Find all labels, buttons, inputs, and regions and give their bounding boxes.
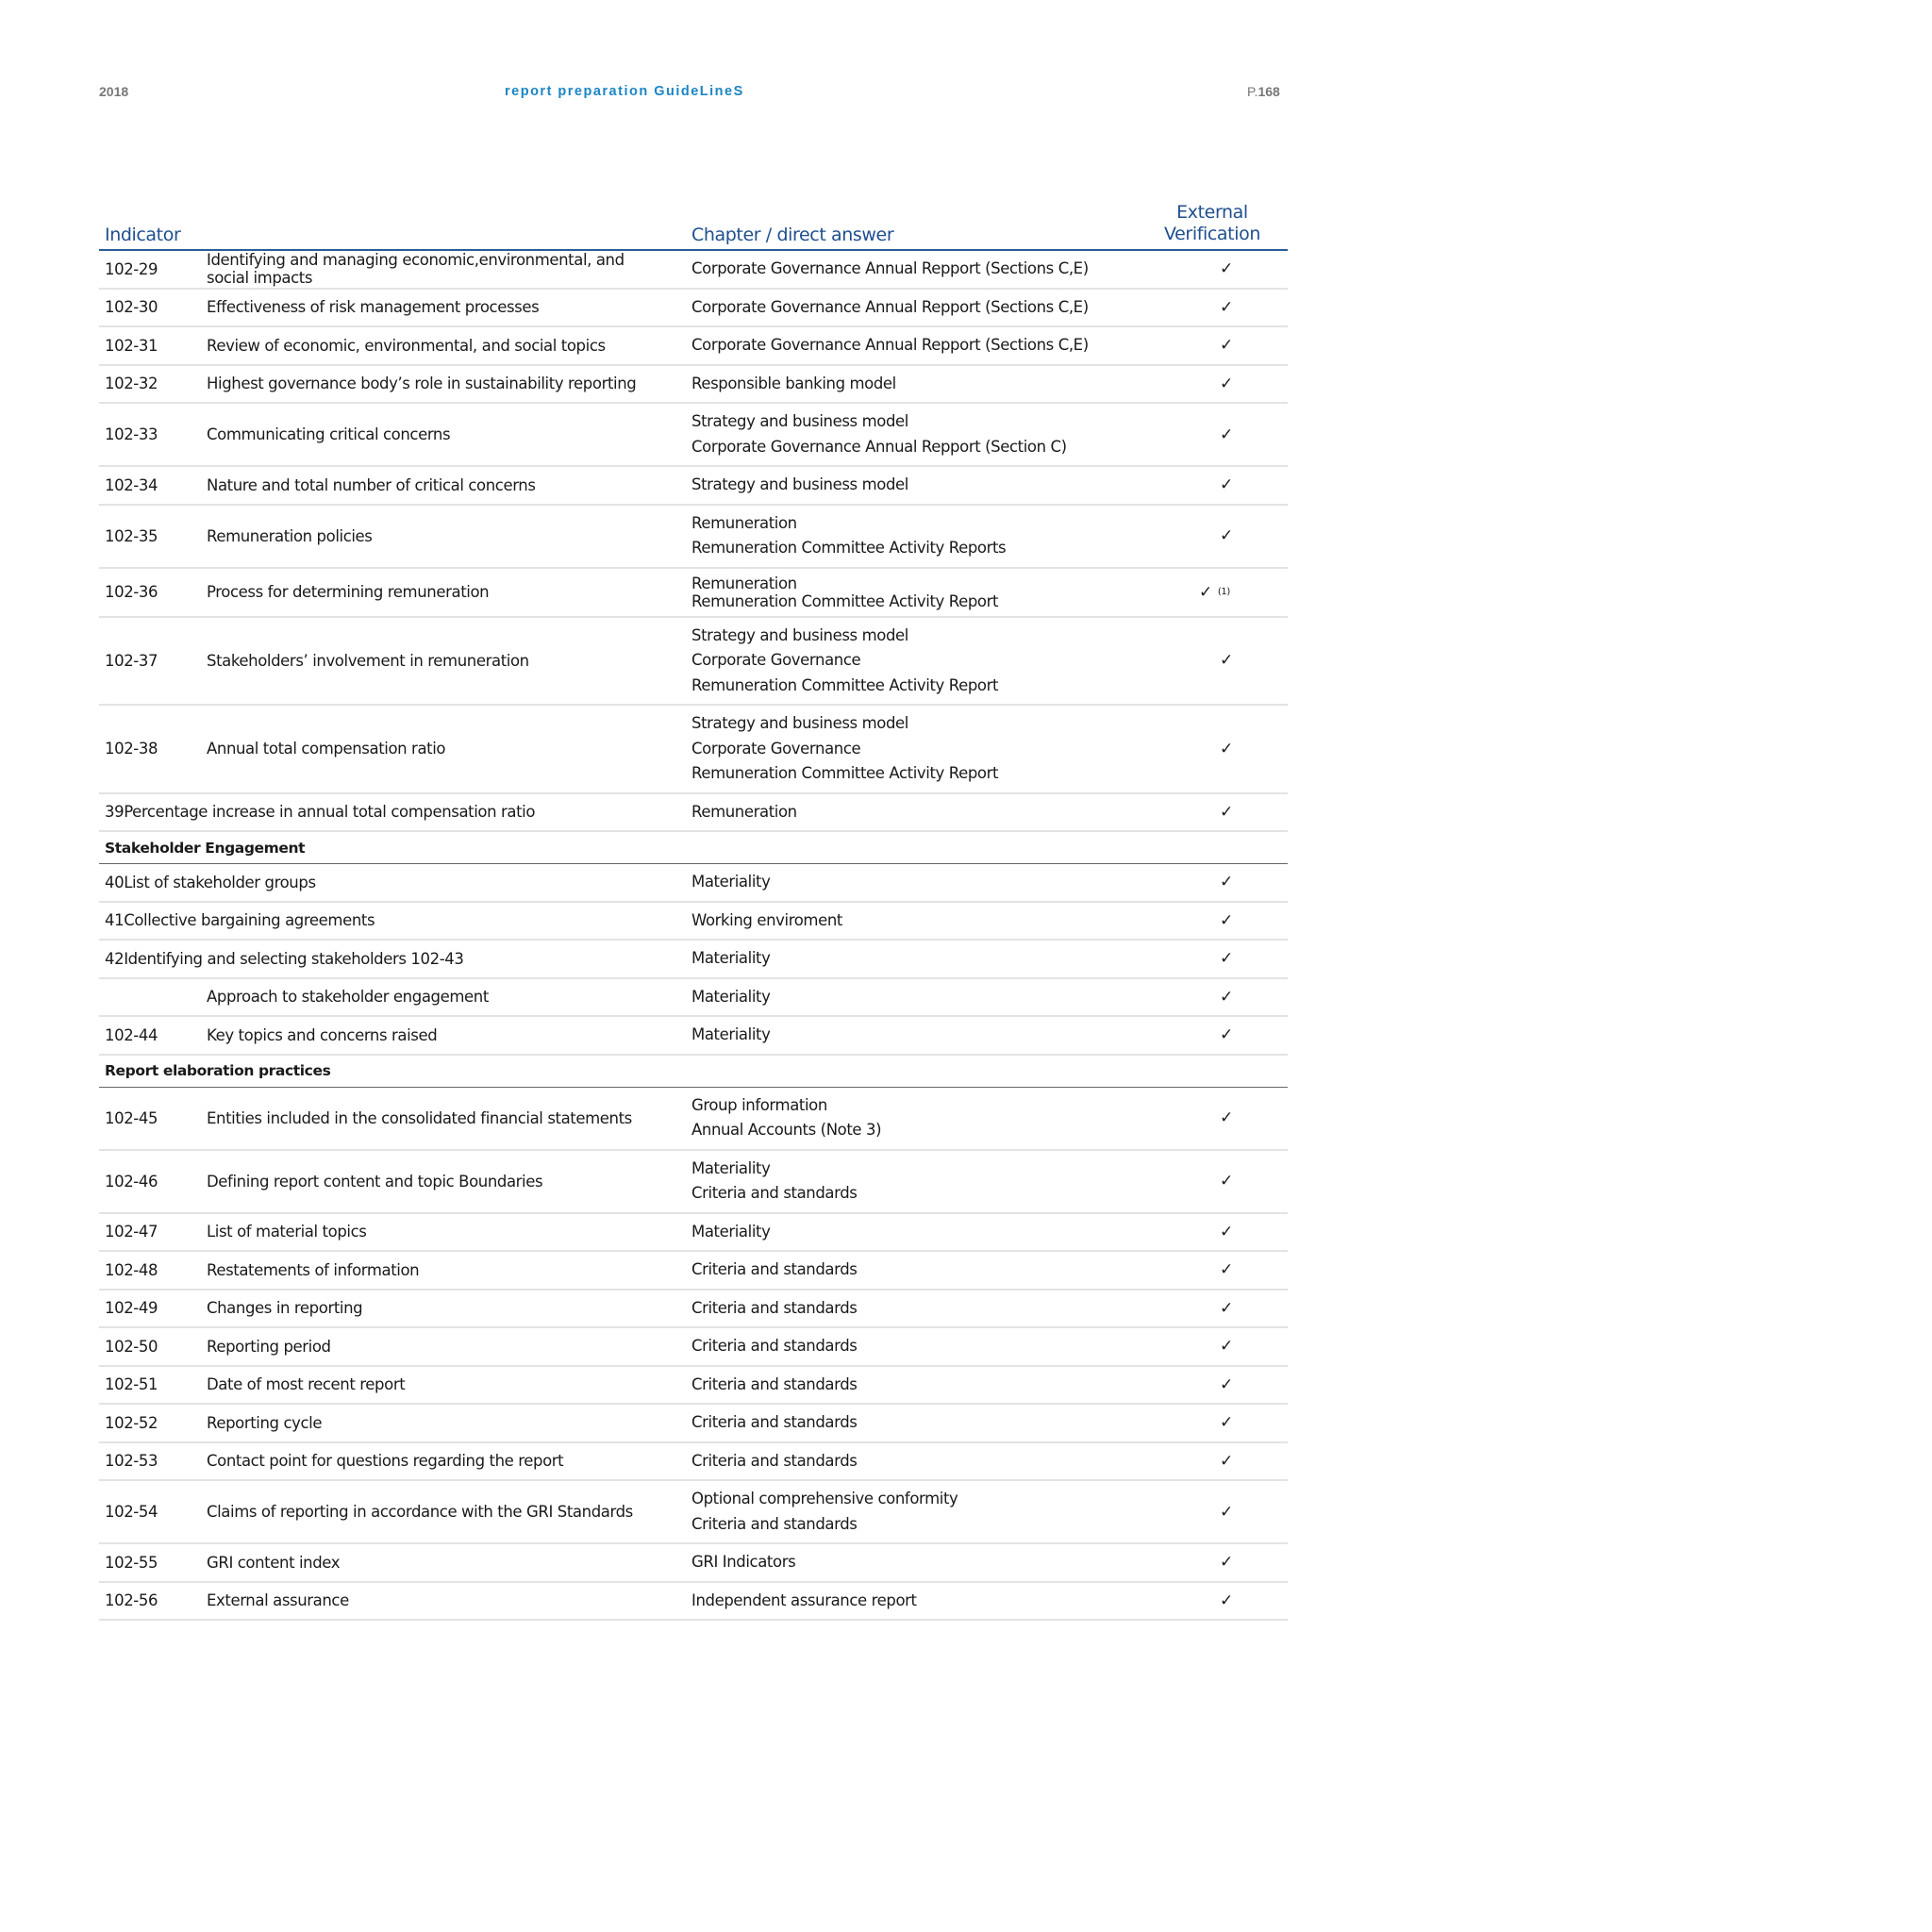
chapter-reference: Materiality xyxy=(691,873,771,891)
indicator-description: List of material topics xyxy=(207,1223,367,1241)
verification-cell xyxy=(1220,1025,1233,1044)
verification-cell xyxy=(1220,336,1233,355)
table-row xyxy=(99,794,1288,833)
check-icon: ✓ xyxy=(1220,297,1233,317)
verification-cell xyxy=(1220,1553,1233,1572)
table-row xyxy=(99,1481,1288,1544)
chapter-reference: Criteria and standards xyxy=(691,1374,858,1393)
table-row xyxy=(99,1151,1288,1214)
table-row xyxy=(99,1544,1288,1583)
check-icon: ✓ xyxy=(1220,873,1233,892)
check-icon: ✓ xyxy=(1220,1222,1233,1241)
gri-index-table xyxy=(99,198,1288,1621)
verification-cell xyxy=(1220,949,1233,968)
chapter-reference: Corporate Governance xyxy=(691,651,861,669)
chapter-reference: Criteria and standards xyxy=(691,1413,858,1431)
check-icon: ✓ xyxy=(1220,1108,1233,1127)
indicator-description: GRI content index xyxy=(207,1553,341,1572)
verification-cell xyxy=(1220,988,1233,1007)
table-row xyxy=(99,327,1288,366)
chapter-cell xyxy=(691,979,1135,1016)
check-icon: ✓ xyxy=(1220,336,1233,356)
check-icon: ✓ xyxy=(1199,582,1212,602)
indicator-code: 102-55 xyxy=(105,1553,158,1572)
chapter-reference: Corporate Governance Annual Repport (Sections C,E) xyxy=(691,297,1089,316)
chapter-cell xyxy=(691,467,1135,504)
chapter-cell xyxy=(691,1583,1135,1620)
table-row xyxy=(99,1252,1288,1291)
section-header-row xyxy=(99,832,1288,864)
chapter-cell xyxy=(691,1481,1135,1542)
check-icon: ✓ xyxy=(1220,1260,1233,1280)
table-row xyxy=(99,618,1288,707)
table-row xyxy=(99,467,1288,506)
indicator-code: 102-49 xyxy=(105,1299,158,1318)
indicator-description: Effectiveness of risk management processes xyxy=(207,298,540,317)
section-title: report preparation GuideLineS xyxy=(505,84,744,99)
table-row xyxy=(99,1583,1288,1622)
chapter-cell xyxy=(691,506,1135,567)
chapter-reference: Criteria and standards xyxy=(691,1298,858,1317)
chapter-reference: Corporate Governance Annual Repport (Sections C,E) xyxy=(691,336,1089,354)
column-header-indicator: Indicator xyxy=(105,225,181,245)
chapter-cell xyxy=(691,327,1135,364)
chapter-reference: Strategy and business model xyxy=(691,714,908,732)
chapter-reference: Remuneration xyxy=(691,802,797,821)
verification-cell xyxy=(1220,526,1233,545)
chapter-cell xyxy=(691,1088,1135,1149)
table-row xyxy=(99,979,1288,1018)
chapter-cell xyxy=(691,864,1135,901)
verification-cell xyxy=(1220,1503,1233,1522)
check-icon: ✓ xyxy=(1220,739,1233,758)
indicator-description: Nature and total number of critical concerns xyxy=(207,475,536,494)
indicator-description: Communicating critical concerns xyxy=(207,425,451,443)
indicator-code: 102-52 xyxy=(105,1413,158,1432)
chapter-cell xyxy=(691,794,1135,831)
table-row xyxy=(99,864,1288,903)
verification-cell xyxy=(1220,740,1233,758)
check-icon: ✓ xyxy=(1220,259,1233,279)
chapter-reference: Criteria and standards xyxy=(691,1184,858,1202)
table-row xyxy=(99,506,1288,569)
indicator-description: Restatements of information xyxy=(207,1260,420,1279)
indicator-code: 102-30 xyxy=(105,298,158,317)
chapter-reference: Responsible banking model xyxy=(691,374,896,392)
indicator-description: Reporting period xyxy=(207,1337,331,1356)
indicator-code: 102-48 xyxy=(105,1260,158,1279)
indicator-code: 102-54 xyxy=(105,1503,158,1521)
verification-cell xyxy=(1220,1413,1233,1432)
column-header-verification xyxy=(1146,202,1278,245)
section-title: Stakeholder Engagement xyxy=(105,839,306,857)
chapter-cell xyxy=(691,1291,1135,1327)
table-row xyxy=(99,404,1288,467)
section-title: Report elaboration practices xyxy=(105,1062,331,1079)
table-body xyxy=(99,251,1288,1621)
chapter-reference: Remuneration Committee Activity Reports xyxy=(691,539,1007,557)
table-row xyxy=(99,1367,1288,1406)
indicator-code: 102-36 xyxy=(105,583,158,601)
table-row xyxy=(99,903,1288,941)
chapter-reference: Remuneration Committee Activity Report xyxy=(691,675,999,694)
check-icon: ✓ xyxy=(1220,910,1233,930)
chapter-reference: Remuneration Committee Activity Report xyxy=(691,764,999,782)
check-icon: ✓ xyxy=(1220,1172,1233,1191)
chapter-reference: Remuneration xyxy=(691,574,797,592)
table-row xyxy=(99,1291,1288,1329)
verification-cell xyxy=(1199,583,1230,602)
indicator-code: 102-53 xyxy=(105,1452,158,1471)
chapter-reference: Strategy and business model xyxy=(691,475,908,493)
verification-line1: External xyxy=(1176,202,1248,223)
verification-cell xyxy=(1220,1375,1233,1394)
chapter-cell xyxy=(691,1544,1135,1581)
chapter-cell xyxy=(691,941,1135,977)
indicator-text: 42Identifying and selecting stakeholders 102-43 xyxy=(105,949,464,968)
table-row xyxy=(99,1405,1288,1443)
indicator-code: 102-29 xyxy=(105,259,158,278)
chapter-reference: Materiality xyxy=(691,1222,771,1241)
chapter-reference: Corporate Governance Annual Repport (Section C) xyxy=(691,437,1067,456)
indicator-code: 102-38 xyxy=(105,740,158,758)
indicator-code: 102-47 xyxy=(105,1223,158,1241)
indicator-code: 102-33 xyxy=(105,425,158,443)
footnote-marker: (1) xyxy=(1217,587,1230,597)
check-icon: ✓ xyxy=(1220,651,1233,671)
table-row xyxy=(99,569,1288,618)
chapter-reference: Criteria and standards xyxy=(691,1514,858,1533)
chapter-cell xyxy=(691,1328,1135,1365)
table-row xyxy=(99,1088,1288,1151)
chapter-cell xyxy=(691,903,1135,940)
indicator-description: Key topics and concerns raised xyxy=(207,1025,438,1044)
verification-cell xyxy=(1220,1223,1233,1241)
chapter-reference: Materiality xyxy=(691,1025,771,1043)
chapter-reference: Optional comprehensive conformity xyxy=(691,1490,958,1507)
chapter-reference: Working enviroment xyxy=(691,910,842,929)
verification-cell xyxy=(1220,259,1233,278)
chapter-reference: Materiality xyxy=(691,949,771,967)
indicator-code: 102-37 xyxy=(105,651,158,670)
table-row xyxy=(99,706,1288,794)
chapter-reference: Annual Accounts (Note 3) xyxy=(691,1121,882,1139)
chapter-cell xyxy=(691,1443,1135,1480)
report-year: 2018 xyxy=(99,84,129,99)
section-header-row xyxy=(99,1056,1288,1088)
table-row xyxy=(99,1214,1288,1253)
verification-cell xyxy=(1220,1108,1233,1127)
chapter-reference: Corporate Governance Annual Repport (Sections C,E) xyxy=(691,259,1089,277)
page-number-value: 168 xyxy=(1257,84,1280,99)
indicator-description: Stakeholders’ involvement in remuneration xyxy=(207,651,529,670)
check-icon: ✓ xyxy=(1220,1451,1233,1471)
indicator-code: 102-35 xyxy=(105,526,158,545)
indicator-description: Remuneration policies xyxy=(207,526,373,545)
table-row xyxy=(99,366,1288,405)
check-icon: ✓ xyxy=(1220,374,1233,393)
chapter-cell xyxy=(691,1151,1135,1212)
verification-cell xyxy=(1220,1172,1233,1191)
chapter-reference: Strategy and business model xyxy=(691,412,908,430)
table-row xyxy=(99,1443,1288,1482)
verification-cell xyxy=(1220,1299,1233,1318)
indicator-text: 39Percentage increase in annual total compensation ratio xyxy=(105,803,536,822)
chapter-cell xyxy=(691,618,1135,705)
check-icon: ✓ xyxy=(1220,425,1233,444)
indicator-code: 102-45 xyxy=(105,1108,158,1127)
indicator-description: Claims of reporting in accordance with the GRI Standards xyxy=(207,1503,633,1521)
verification-cell xyxy=(1220,911,1233,930)
chapter-reference: Independent assurance report xyxy=(691,1591,917,1609)
indicator-code: 102-50 xyxy=(105,1337,158,1356)
chapter-cell xyxy=(691,404,1135,465)
chapter-reference: Strategy and business model xyxy=(691,625,908,644)
verification-cell xyxy=(1220,298,1233,317)
table-row xyxy=(99,251,1288,290)
table-row xyxy=(99,1328,1288,1367)
indicator-code: 102-31 xyxy=(105,336,158,355)
chapter-cell xyxy=(691,706,1135,792)
indicator-description: Review of economic, environmental, and social topics xyxy=(207,336,606,355)
check-icon: ✓ xyxy=(1220,1025,1233,1045)
chapter-reference: Remuneration xyxy=(691,513,797,532)
indicator-code: 102-44 xyxy=(105,1025,158,1044)
indicator-text: 41Collective bargaining agreements xyxy=(105,911,375,930)
chapter-reference: Materiality xyxy=(691,1158,771,1177)
check-icon: ✓ xyxy=(1220,475,1233,495)
indicator-code: 102-51 xyxy=(105,1375,158,1394)
chapter-cell xyxy=(691,1017,1135,1054)
chapter-cell xyxy=(691,1367,1135,1404)
check-icon: ✓ xyxy=(1220,1553,1233,1573)
indicator-description: Entities included in the consolidated financial statements xyxy=(207,1108,632,1127)
indicator-description: Approach to stakeholder engagement xyxy=(207,988,489,1007)
indicator-text: 40List of stakeholder groups xyxy=(105,873,316,891)
check-icon: ✓ xyxy=(1220,949,1233,969)
verification-line2: Verification xyxy=(1164,224,1260,244)
chapter-reference: Criteria and standards xyxy=(691,1451,858,1470)
check-icon: ✓ xyxy=(1220,1374,1233,1394)
indicator-code: 102-46 xyxy=(105,1172,158,1191)
chapter-cell xyxy=(691,569,1135,616)
verification-cell xyxy=(1220,1337,1233,1356)
check-icon: ✓ xyxy=(1220,1298,1233,1318)
indicator-description: External assurance xyxy=(207,1591,349,1610)
check-icon: ✓ xyxy=(1220,1591,1233,1610)
verification-cell xyxy=(1220,1452,1233,1471)
chapter-reference: Criteria and standards xyxy=(691,1337,858,1355)
verification-cell xyxy=(1220,1591,1233,1610)
chapter-reference: Group information xyxy=(691,1095,827,1114)
chapter-cell xyxy=(691,290,1135,326)
verification-cell xyxy=(1220,651,1233,670)
check-icon: ✓ xyxy=(1220,802,1233,822)
verification-cell xyxy=(1220,425,1233,444)
check-icon: ✓ xyxy=(1220,1502,1233,1522)
chapter-reference: Corporate Governance xyxy=(691,739,861,758)
table-row xyxy=(99,941,1288,979)
indicator-description: Reporting cycle xyxy=(207,1413,323,1432)
check-icon: ✓ xyxy=(1220,1413,1233,1433)
chapter-cell xyxy=(691,1405,1135,1441)
verification-cell xyxy=(1220,803,1233,822)
verification-cell xyxy=(1220,1260,1233,1279)
table-header xyxy=(99,198,1288,251)
indicator-description: Defining report content and topic Boundaries xyxy=(207,1172,543,1191)
indicator-code: 102-34 xyxy=(105,475,158,494)
table-row xyxy=(99,290,1288,328)
chapter-cell xyxy=(691,251,1135,288)
indicator-description: Identifying and managing economic,environmental, and social impacts xyxy=(207,251,625,288)
indicator-description: Highest governance body’s role in sustainability reporting xyxy=(207,375,637,393)
verification-cell xyxy=(1220,375,1233,393)
indicator-description: Date of most recent report xyxy=(207,1375,406,1394)
verification-cell xyxy=(1220,475,1233,494)
chapter-reference: GRI Indicators xyxy=(691,1553,796,1571)
check-icon: ✓ xyxy=(1220,526,1233,545)
indicator-description: Contact point for questions regarding the report xyxy=(207,1452,564,1471)
page-number xyxy=(1247,84,1280,99)
table-row xyxy=(99,1017,1288,1056)
verification-cell xyxy=(1220,873,1233,891)
indicator-code: 102-32 xyxy=(105,375,158,393)
indicator-description: Changes in reporting xyxy=(207,1299,363,1318)
chapter-reference: Materiality xyxy=(691,987,771,1006)
column-header-chapter: Chapter / direct answer xyxy=(691,225,894,245)
check-icon: ✓ xyxy=(1220,987,1233,1007)
indicator-description: Annual total compensation ratio xyxy=(207,740,446,758)
chapter-reference: Criteria and standards xyxy=(691,1260,858,1278)
check-icon: ✓ xyxy=(1220,1337,1233,1357)
chapter-reference: Remuneration Committee Activity Report xyxy=(691,591,999,610)
chapter-cell xyxy=(691,1214,1135,1251)
page-prefix: P. xyxy=(1247,84,1258,99)
indicator-description: Process for determining remuneration xyxy=(207,583,490,601)
chapter-cell xyxy=(691,1252,1135,1289)
chapter-cell xyxy=(691,366,1135,403)
indicator-code: 102-56 xyxy=(105,1591,158,1610)
